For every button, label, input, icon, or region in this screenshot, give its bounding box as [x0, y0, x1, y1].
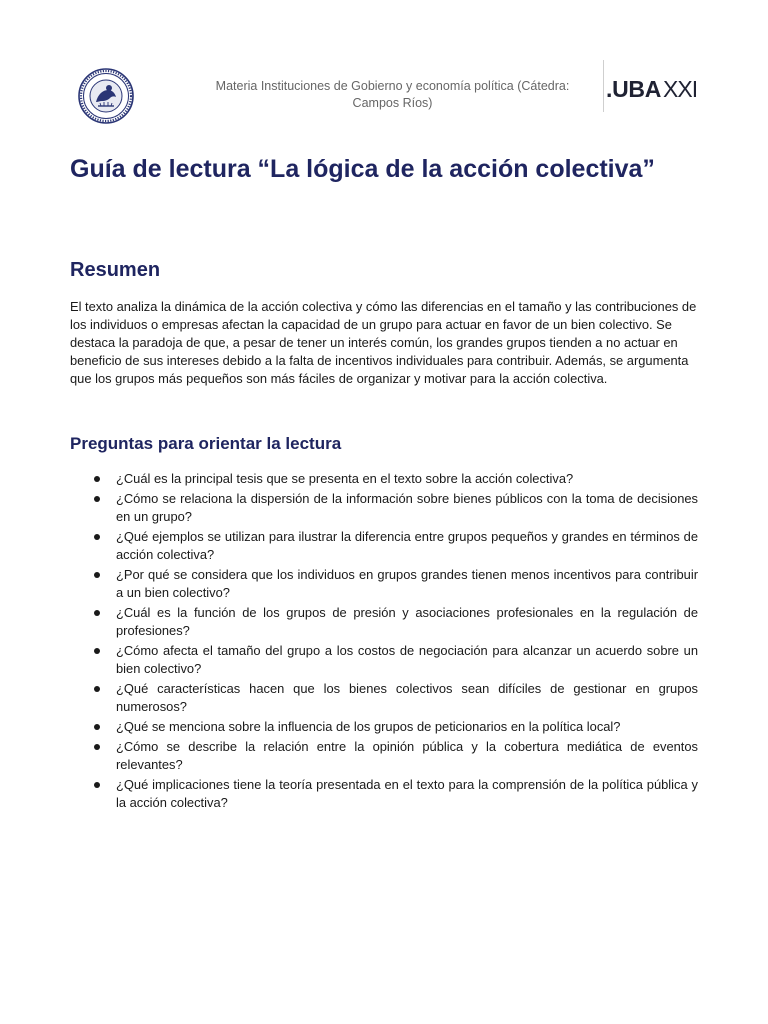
bullet-icon [94, 686, 100, 692]
question-text: ¿Cuál es la principal tesis que se presenta en el texto sobre la acción colectiva? [116, 471, 574, 486]
summary-heading: Resumen [70, 259, 161, 281]
questions-list [70, 470, 698, 814]
bullet-icon [94, 572, 100, 578]
course-header-line-1: Materia Instituciones de Gobierno y economía política (Cátedra: [215, 79, 570, 93]
header-divider [603, 60, 604, 112]
question-text: ¿Cómo se describe la relación entre la opinión pública y la cobertura mediática de eventos relevantes? [116, 739, 698, 772]
list-item [70, 604, 698, 640]
question-text: ¿Cuál es la función de los grupos de presión y asociaciones profesionales en la regulación de profesiones? [116, 605, 698, 638]
summary-paragraph: El texto analiza la dinámica de la acción colectiva y cómo las diferencias en el tamaño y las contribuciones de los individuos o empresas afectan la capacidad de un grupo para actuar en favor de un bien colectivo. Se destaca la paradoja de que, a pesar de tener un interés común, los grandes grupos tienden a no actuar en beneficio de sus intereses debido a la falta de incentivos individuales para contribuir. Además, se argumenta que los grupos más pequeños son más fáciles de organizar y motivar para la acción colectiva. [70, 299, 697, 386]
bullet-icon [94, 496, 100, 502]
logo-uba-text: .UBA [606, 76, 662, 102]
course-header [200, 78, 585, 112]
list-item [70, 738, 698, 774]
list-item [70, 776, 698, 812]
question-text: ¿Qué ejemplos se utilizan para ilustrar la diferencia entre grupos pequeños y grandes en términos de acción colectiva? [116, 529, 698, 562]
question-text: ¿Qué características hacen que los bienes colectivos sean difíciles de gestionar en grupos numerosos? [116, 681, 698, 714]
list-item [70, 470, 698, 488]
bullet-icon [94, 782, 100, 788]
bullet-icon [94, 534, 100, 540]
question-text: ¿Por qué se considera que los individuos en grupos grandes tienen menos incentivos para contribuir a un bien colectivo? [116, 567, 698, 600]
list-item [70, 490, 698, 526]
bullet-icon [94, 648, 100, 654]
course-header-line-2: Campos Ríos) [352, 96, 433, 110]
uba-xxi-logo [606, 76, 697, 102]
question-text: ¿Qué implicaciones tiene la teoría presentada en el texto para la comprensión de la política pública y la acción colectiva? [116, 777, 698, 810]
bullet-icon [94, 610, 100, 616]
university-seal-icon [78, 68, 134, 124]
logo-xxi-text: XXI [663, 76, 698, 102]
page-title: Guía de lectura “La lógica de la acción colectiva” [70, 155, 655, 183]
questions-heading: Preguntas para orientar la lectura [70, 434, 342, 453]
list-item [70, 642, 698, 678]
question-text: ¿Cómo afecta el tamaño del grupo a los costos de negociación para alcanzar un acuerdo sobre un bien colectivo? [116, 643, 698, 676]
bullet-icon [94, 724, 100, 730]
list-item [70, 680, 698, 716]
bullet-icon [94, 744, 100, 750]
bullet-icon [94, 476, 100, 482]
list-item [70, 528, 698, 564]
list-item [70, 718, 698, 736]
question-text: ¿Cómo se relaciona la dispersión de la información sobre bienes públicos con la toma de decisiones en un grupo? [116, 491, 698, 524]
question-text: ¿Qué se menciona sobre la influencia de los grupos de peticionarios en la política local? [116, 719, 621, 734]
list-item [70, 566, 698, 602]
